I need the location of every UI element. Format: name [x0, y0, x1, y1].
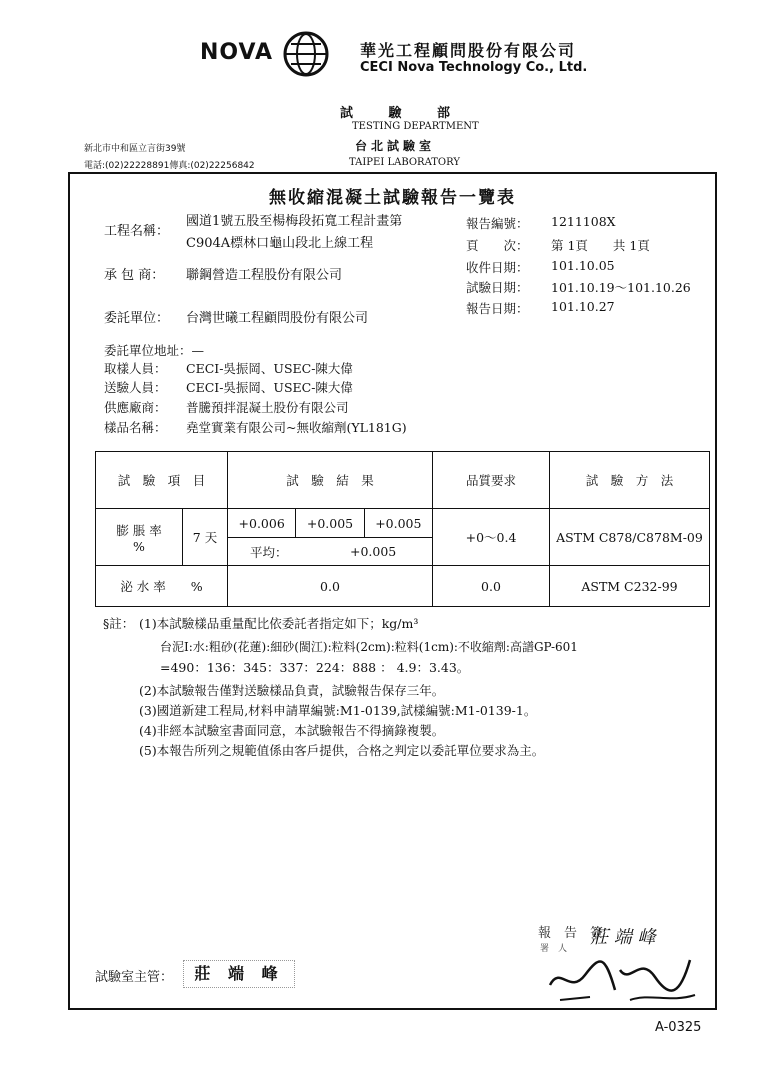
svg-text:報 告 簽: 報 告 簽 — [538, 926, 604, 941]
contractor-value: 聯鋼營造工程股份有限公司 — [186, 268, 343, 283]
bleeding-result: 0.0 — [228, 566, 433, 607]
expansion-requirement: +0～0.4 — [433, 509, 550, 566]
form-number: A-0325 — [655, 1020, 702, 1035]
company-name-en: CECI Nova Technology Co., Ltd. — [360, 60, 588, 75]
expansion-age: 7 天 — [183, 509, 228, 566]
expansion-label: 膨 脹 率 — [116, 522, 162, 538]
expansion-value-3: +0.005 — [375, 515, 422, 531]
client-value: 台灣世曦工程顧問股份有限公司 — [186, 311, 369, 326]
supplier-label: 供應廠商： — [104, 400, 167, 415]
expansion-average — [228, 538, 432, 565]
project-name-line1: 國道1號五股至楊梅段拓寬工程計畫第 — [186, 214, 403, 229]
department-zh — [340, 102, 450, 121]
dept-char: 驗 — [388, 106, 402, 121]
received-label: 收件日期： — [466, 260, 529, 275]
test-date-label: 試驗日期： — [466, 280, 529, 295]
header-item: 試 驗 項 目 — [96, 452, 228, 509]
header-requirement: 品質要求 — [433, 452, 550, 509]
table-header-row — [96, 452, 710, 509]
dept-char: 部 — [436, 106, 450, 121]
svg-text:署 人: 署 人 — [540, 944, 568, 954]
report-no-value: 1211108X — [551, 214, 616, 229]
average-value: +0.005 — [350, 544, 397, 559]
submitter-value: CECI-吳振岡、USEC-陳大偉 — [186, 380, 353, 395]
header-result: 試 驗 結 果 — [228, 452, 433, 509]
note-1: (1)本試驗樣品重量配比依委託者指定如下；kg/m³ — [139, 616, 419, 631]
bleeding-item: 泌 水 率 % — [96, 566, 228, 607]
notes-prefix: §註： — [103, 616, 135, 631]
expansion-value-1: +0.006 — [228, 509, 296, 537]
report-date-label: 報告日期： — [466, 301, 529, 316]
average-label: 平均： — [250, 544, 288, 560]
results-table — [95, 451, 710, 607]
report-date-value: 101.10.27 — [551, 299, 615, 314]
note-1-line2: 台泥Ⅰ:水:粗砂(花蓮):細砂(閩江):粒料(2cm):粒料(1cm):不收縮劑:高譜GP-601 — [160, 640, 578, 654]
contractor-label: 承 包 商： — [104, 268, 165, 283]
supervisor-label: 試驗室主管： — [95, 970, 174, 985]
note-5: (5)本報告所列之規範值係由客戶提供，合格之判定以委託單位要求為主。 — [139, 743, 545, 758]
company-logo-icon — [282, 30, 330, 78]
expansion-item — [96, 509, 183, 566]
project-name-line2: C904A標林口龜山段北上線工程 — [186, 236, 374, 251]
bleeding-requirement: 0.0 — [433, 566, 550, 607]
test-date-value: 101.10.19～101.10.26 — [551, 280, 691, 295]
sampler-value: CECI-吳振岡、USEC-陳大偉 — [186, 361, 353, 376]
expansion-unit: % — [133, 538, 145, 554]
logo-text: NOVA — [200, 40, 274, 65]
table-row-bleeding — [96, 566, 710, 607]
phone-fax: 電話:(02)22228891傳真:(02)22256842 — [84, 161, 255, 171]
submitter-label: 送驗人員： — [104, 380, 167, 395]
dept-char: 試 — [340, 106, 354, 121]
supervisor-signature: 莊 端 峰 — [183, 960, 295, 988]
report-no-label: 報告編號： — [466, 216, 529, 231]
sampler-label: 取樣人員： — [104, 361, 167, 376]
address: 新北市中和區立言街39號 — [84, 144, 186, 154]
page-label: 頁 次： — [466, 238, 529, 253]
expansion-value-2: +0.005 — [296, 509, 364, 537]
sample-value: 堯堂實業有限公司~無收縮劑(YL181G) — [186, 420, 407, 435]
laboratory-zh: 台北試驗室 — [354, 139, 435, 153]
expansion-results — [228, 509, 433, 566]
company-name-zh: 華光工程顧問股份有限公司 — [360, 41, 577, 60]
supplier-value: 普騰預拌混凝土股份有限公司 — [186, 400, 349, 415]
signatory-stamp — [530, 915, 700, 1010]
header-method: 試 驗 方 法 — [550, 452, 710, 509]
bleeding-method: ASTM C232-99 — [550, 566, 710, 607]
received-value: 101.10.05 — [551, 258, 615, 273]
page-value: 第 1頁 共 1頁 — [551, 238, 650, 253]
sample-label: 樣品名稱： — [104, 420, 167, 435]
note-3: (3)國道新建工程局,材料申請單編號:M1-0139,試樣編號:M1-0139-1。 — [139, 703, 537, 718]
expansion-values — [228, 509, 432, 538]
note-4: (4)非經本試驗室書面同意，本試驗報告不得摘錄複製。 — [139, 723, 445, 738]
client-address-label: 委託單位地址：— — [104, 343, 205, 358]
report-title: 無收縮混凝土試驗報告一覽表 — [269, 188, 516, 208]
expansion-method: ASTM C878/C878M-09 — [550, 509, 710, 566]
table-row-expansion — [96, 509, 710, 566]
client-label: 委託單位： — [104, 311, 170, 326]
note-1-line3: =490：136：345：337：224：888 ： 4.9：3.43。 — [160, 660, 470, 675]
department-en: TESTING DEPARTMENT — [352, 121, 479, 132]
project-label: 工程名稱： — [104, 224, 170, 239]
laboratory-en: TAIPEI LABORATORY — [349, 157, 460, 168]
note-2: (2)本試驗報告僅對送驗樣品負責，試驗報告保存三年。 — [139, 683, 445, 698]
svg-text:莊 端 峰: 莊 端 峰 — [590, 927, 656, 948]
